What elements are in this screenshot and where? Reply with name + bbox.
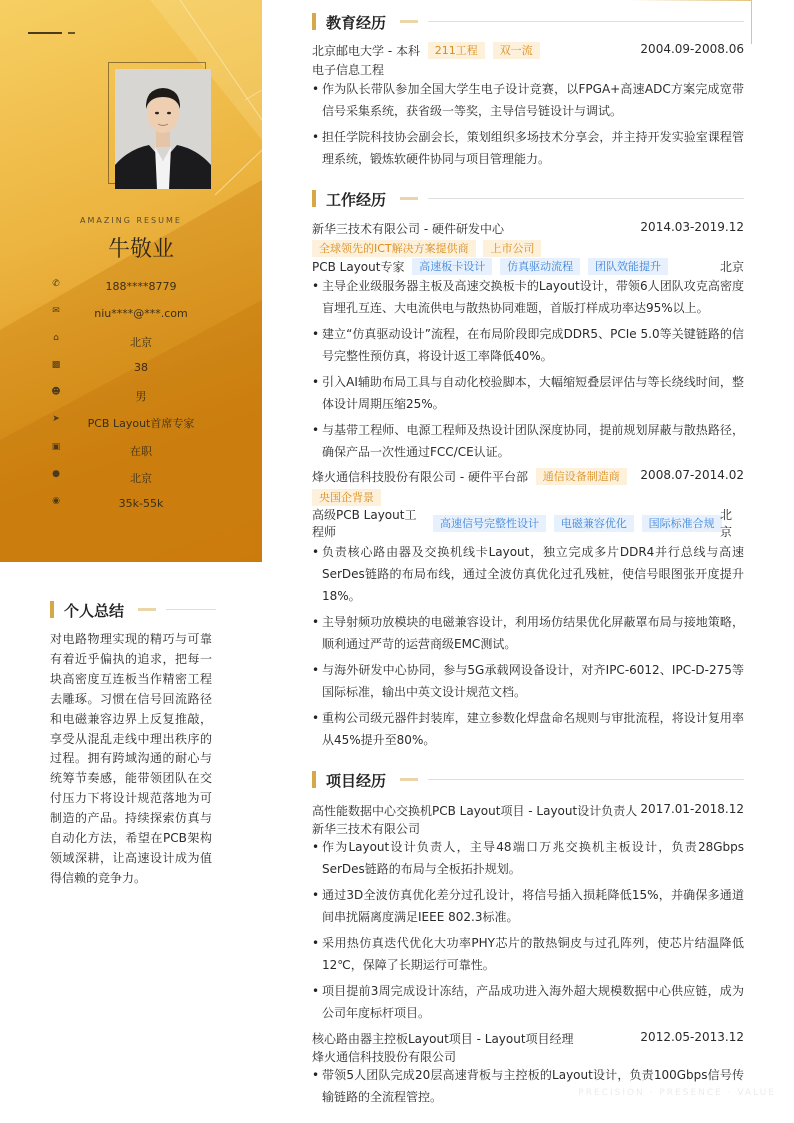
salary-icon: ◉ [52,495,60,506]
project-name-row [312,1030,744,1047]
education-section-header [312,12,744,32]
role-tags [429,515,722,532]
project-company-row [312,1048,744,1065]
watermark-text: PRECISION · PRESENCE · VALUE [578,1088,776,1098]
job-bullets [312,541,744,755]
project-date: 2017.01-2018.12 [640,802,744,816]
status-text: 在职 [130,444,152,458]
job-city: 北京 [720,508,733,539]
header-dash [28,32,62,34]
job-role: PCB Layout专家 [312,260,405,274]
phone-icon: ✆ [52,279,60,289]
section-accent-bar [50,601,54,618]
sidebar [0,0,262,1123]
job-date: 2014.03-2019.12 [640,220,744,234]
company-tags-row [308,240,740,257]
mail-icon: ✉ [52,306,60,317]
company-tags-row [308,489,740,506]
company-tag: 央国企背景 [312,489,381,506]
section-divider [428,198,744,199]
section-accent-bar [312,190,316,207]
summary-text: 对电路物理实现的精巧与可靠有着近乎偏执的追求，把每一块高密度互连板当作精密工程去雕琢。习惯在信号回流路径和电磁兼容边界上反复推敲，享受从混乱走线中理出秩序的过程。拥有跨域沟通的耐心与统筹节奏感，能带领团队在交付压力下将设计规范落地为可制造的产品。持续探索仿真与自动化方法，希望在PCB架构领域深耕，让高速设计成为值得信赖的竞争力。 [50,632,212,885]
section-accent-bar [312,13,316,30]
list-item: • 建立“仿真驱动设计”流程，在布局阶段即完成DDR5、PCIe 5.0等关键链路的信号完整性预仿真，将设计返工率降低40%。 [312,323,744,367]
list-item: • 作为队长带队参加全国大学生电子设计竞赛，以FPGA+高速ADC方案完成宽带信号采集系统，获省级一等奖，主导信号链设计与调试。 [312,78,744,122]
corner-decoration [630,0,751,1]
section-divider [166,609,216,610]
info-position [0,407,262,434]
school-name: 北京邮电大学 - 本科 [312,44,420,58]
job-role: 高级PCB Layout工程师 [312,508,417,539]
project-title: 项目经历 [326,772,387,790]
job-bullets [312,275,744,467]
info-phone [0,272,262,299]
work-title: 工作经历 [326,191,387,209]
list-item: • 作为Layout设计负责人，主导48端口万兆交换机主板设计，负责28Gbps SerDes链路的布局与全板拓扑规划。 [312,836,744,880]
job-date: 2008.07-2014.02 [640,468,744,482]
job-role-row [312,507,744,541]
list-item: • 主导企业级服务器主板及高速交换板卡的Layout设计，带领6人团队攻克高密度盲埋孔互连、大电流供电与散热协同难题，首版打样成功率达95%以上。 [312,275,744,319]
resume-tagline: AMAZING RESUME [80,216,182,225]
list-item: • 与海外研发中心协同，参与5G承载网设备设计，对齐IPC-6012、IPC-D-275等国际标准，输出中英文设计规范文档。 [312,659,744,703]
list-item: • 重构公司级元器件封装库，建立参数化焊盘命名规则与审批流程，将设计复用率从45%提升至80%。 [312,707,744,751]
gold-header-panel [0,0,262,562]
corner-decoration-line [751,0,752,44]
role-tag: 高速板卡设计 [412,258,492,275]
company-tag: 全球领先的ICT解决方案提供商 [312,240,476,257]
role-tag: 高速信号完整性设计 [433,515,546,532]
avatar [115,69,211,189]
home-text: 北京 [130,336,152,350]
info-home [0,326,262,353]
role-tag: 电磁兼容优化 [554,515,634,532]
list-item: • 带领5人团队完成20层高速背板与主控板的Layout设计，负责100Gbps信号传输链路的全流程管控。 [312,1064,744,1108]
section-dash [400,20,418,23]
section-divider [428,21,744,22]
contact-info-list [0,272,262,516]
list-item: • 项目提前3周完成设计冻结，产品成功进入海外超大规模数据中心供应链，成为公司年度标杆项目。 [312,980,744,1024]
candidate-name: 牛敬业 [107,237,174,262]
info-gender [0,380,262,407]
list-item: • 采用热仿真迭代优化大功率PHY芯片的散热铜皮与过孔阵列，使芯片结温降低12℃，保障了长期运行可靠性。 [312,932,744,976]
list-item: • 与基带工程师、电源工程师及热设计团队深度协同，提前规划屏蔽与散热路径，确保产品一次性通过FCC/CE认证。 [312,419,744,463]
location-text: 北京 [130,471,152,485]
section-accent-bar [312,771,316,788]
company-tag: 通信设备制造商 [536,468,627,485]
section-divider [428,779,744,780]
list-item: • 主导射频功放模块的电磁兼容设计，利用场仿结果优化屏蔽罩布局与接地策略，顺利通过严苛的运营商级EMC测试。 [312,611,744,655]
education-title: 教育经历 [326,14,387,32]
project-company-row [312,820,744,837]
section-dash [138,608,156,611]
role-tag: 国际标准合规 [642,515,722,532]
send-icon: ➤ [52,414,60,425]
info-location [0,462,262,489]
education-bullets [312,78,744,174]
info-email [0,299,262,326]
project-date: 2012.05-2013.12 [640,1030,744,1044]
section-dash [400,197,418,200]
gender-icon: ☻ [51,387,61,398]
age-text: 38 [134,361,148,375]
job-role-row [312,258,744,275]
project-name: 核心路由器主控板Layout项目 - Layout项目经理 [312,1032,574,1046]
role-tag: 仿真驱动流程 [500,258,580,275]
job-company-row [312,220,744,237]
education-school-row [312,42,744,59]
education-date: 2004.09-2008.06 [640,42,744,56]
school-tag: 211工程 [428,42,485,59]
briefcase-icon: ▣ [51,441,61,452]
education-major-row [312,61,744,78]
info-age [0,353,262,380]
work-section-header [312,189,744,209]
salary-text: 35k-55k [118,496,164,510]
summary-section-header [50,600,220,620]
email-text: niu****@***.com [94,307,188,321]
header-dash-small [68,32,75,34]
location-icon: ● [52,468,60,479]
section-dash [400,778,418,781]
company-tag: 上市公司 [483,240,541,257]
major-name: 电子信息工程 [312,63,385,77]
home-icon: ⌂ [53,333,59,344]
company-name: 烽火通信科技股份有限公司 - 硬件平台部 [312,470,528,484]
project-company: 新华三技术有限公司 [312,822,421,836]
gender-text: 男 [135,390,147,404]
role-tag: 团队效能提升 [588,258,668,275]
project-name: 高性能数据中心交换机PCB Layout项目 - Layout设计负责人 [312,804,638,818]
list-item: • 负责核心路由器及交换机线卡Layout，独立完成多片DDR4并行总线与高速SerDes链路的布局布线，通过全波仿真优化过孔残桩，使信号眼图张开度提升18%。 [312,541,744,607]
cake-icon: ▩ [51,360,61,371]
project-bullets [312,836,744,1028]
list-item: • 引入AI辅助布局工具与自动化校验脚本，大幅缩短叠层评估与等长绕线时间，整体设计周期压缩25%。 [312,371,744,415]
company-name: 新华三技术有限公司 - 硬件研发中心 [312,222,504,236]
school-tag: 双一流 [493,42,540,59]
job-company-row [312,468,744,485]
job-city: 北京 [719,260,744,274]
list-item: • 担任学院科技协会副会长，策划组织多场技术分享会，并主持开发实验室课程管理系统，锻炼软硬件协同与项目管理能力。 [312,126,744,170]
list-item: • 通过3D全波仿真优化差分过孔设计，将信号插入损耗降低15%，并确保多通道间串扰隔离度满足IEEE 802.3标准。 [312,884,744,928]
project-section-header [312,770,744,790]
project-name-row [312,802,744,819]
phone-text: 188****8779 [105,280,177,293]
summary-title: 个人总结 [64,602,125,620]
portrait-image [115,69,211,189]
position-text: PCB Layout首席专家 [87,417,195,431]
info-salary [0,489,262,516]
info-status [0,435,262,462]
project-company: 烽火通信科技股份有限公司 [312,1050,457,1064]
